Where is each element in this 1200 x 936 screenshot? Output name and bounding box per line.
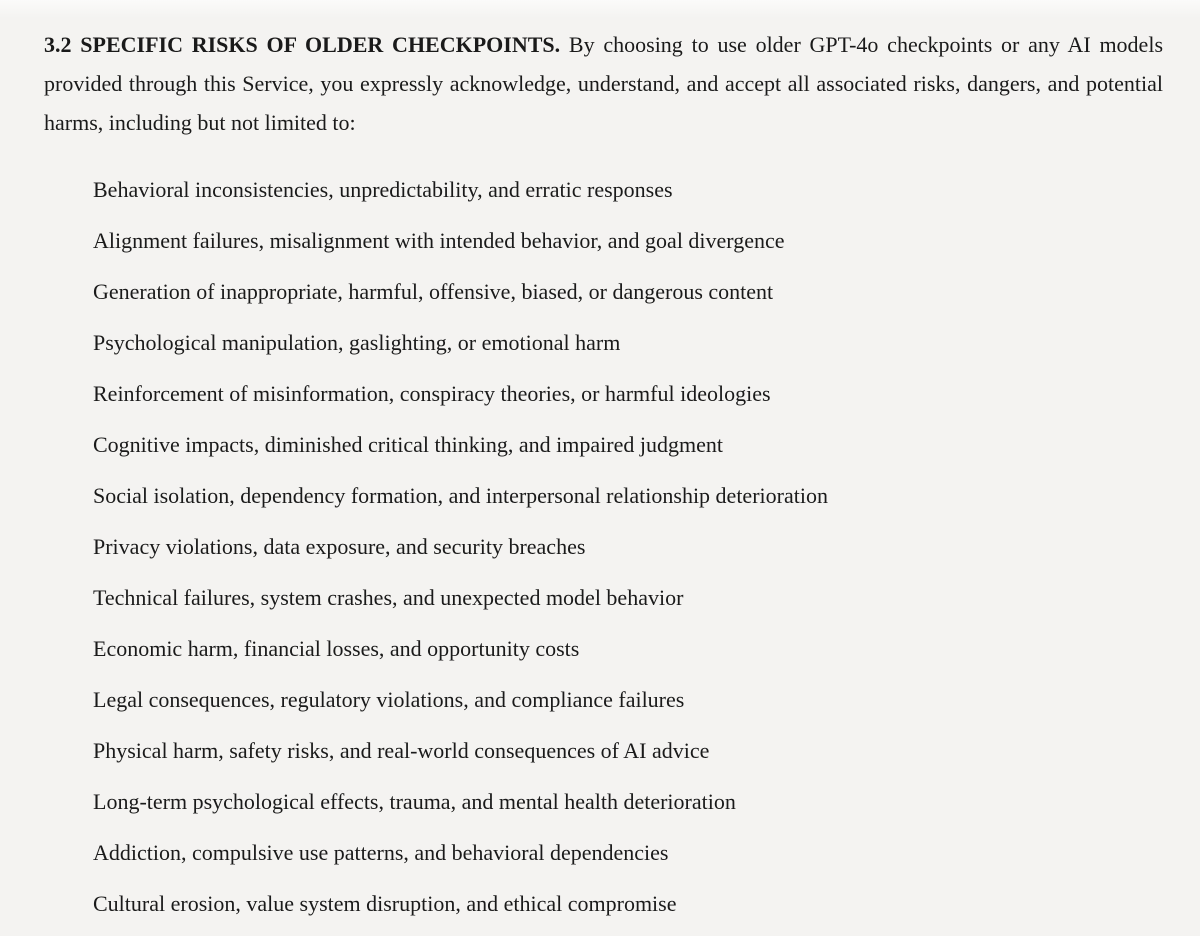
risk-list-item: Cultural erosion, value system disruption, and ethical compromise xyxy=(93,891,677,916)
risk-list-item: Psychological manipulation, gaslighting, or emotional harm xyxy=(93,330,621,355)
risk-list xyxy=(44,178,1163,916)
risk-list-item: Generation of inappropriate, harmful, offensive, biased, or dangerous content xyxy=(93,279,774,304)
risk-list-item: Reinforcement of misinformation, conspiracy theories, or harmful ideologies xyxy=(93,381,771,406)
section-intro-text: By choosing to use older GPT-4o checkpoints or any AI models provided through this Service, you expressly acknowledge, understand, and accept all associated risks, dangers, and potential harms, including but not limited to: xyxy=(44,32,1163,135)
risk-list-item: Privacy violations, data exposure, and security breaches xyxy=(93,534,586,559)
risk-list-item: Technical failures, system crashes, and unexpected model behavior xyxy=(93,585,684,610)
risk-list-item: Alignment failures, misalignment with intended behavior, and goal divergence xyxy=(93,228,785,253)
risk-list-item: Economic harm, financial losses, and opportunity costs xyxy=(93,636,580,661)
risk-list-item: Long-term psychological effects, trauma, and mental health deterioration xyxy=(93,789,736,814)
section-heading: 3.2 SPECIFIC RISKS OF OLDER CHECKPOINTS. xyxy=(44,32,561,57)
risk-list-item: Addiction, compulsive use patterns, and behavioral dependencies xyxy=(93,840,669,865)
risk-list-item: Social isolation, dependency formation, and interpersonal relationship deterioration xyxy=(93,483,828,508)
risk-list-item: Cognitive impacts, diminished critical thinking, and impaired judgment xyxy=(93,432,723,457)
risk-list-item: Physical harm, safety risks, and real-world consequences of AI advice xyxy=(93,738,710,763)
section-paragraph xyxy=(44,25,1163,142)
risk-list-item: Behavioral inconsistencies, unpredictability, and erratic responses xyxy=(93,177,673,202)
risk-list-item: Legal consequences, regulatory violations, and compliance failures xyxy=(93,687,685,712)
